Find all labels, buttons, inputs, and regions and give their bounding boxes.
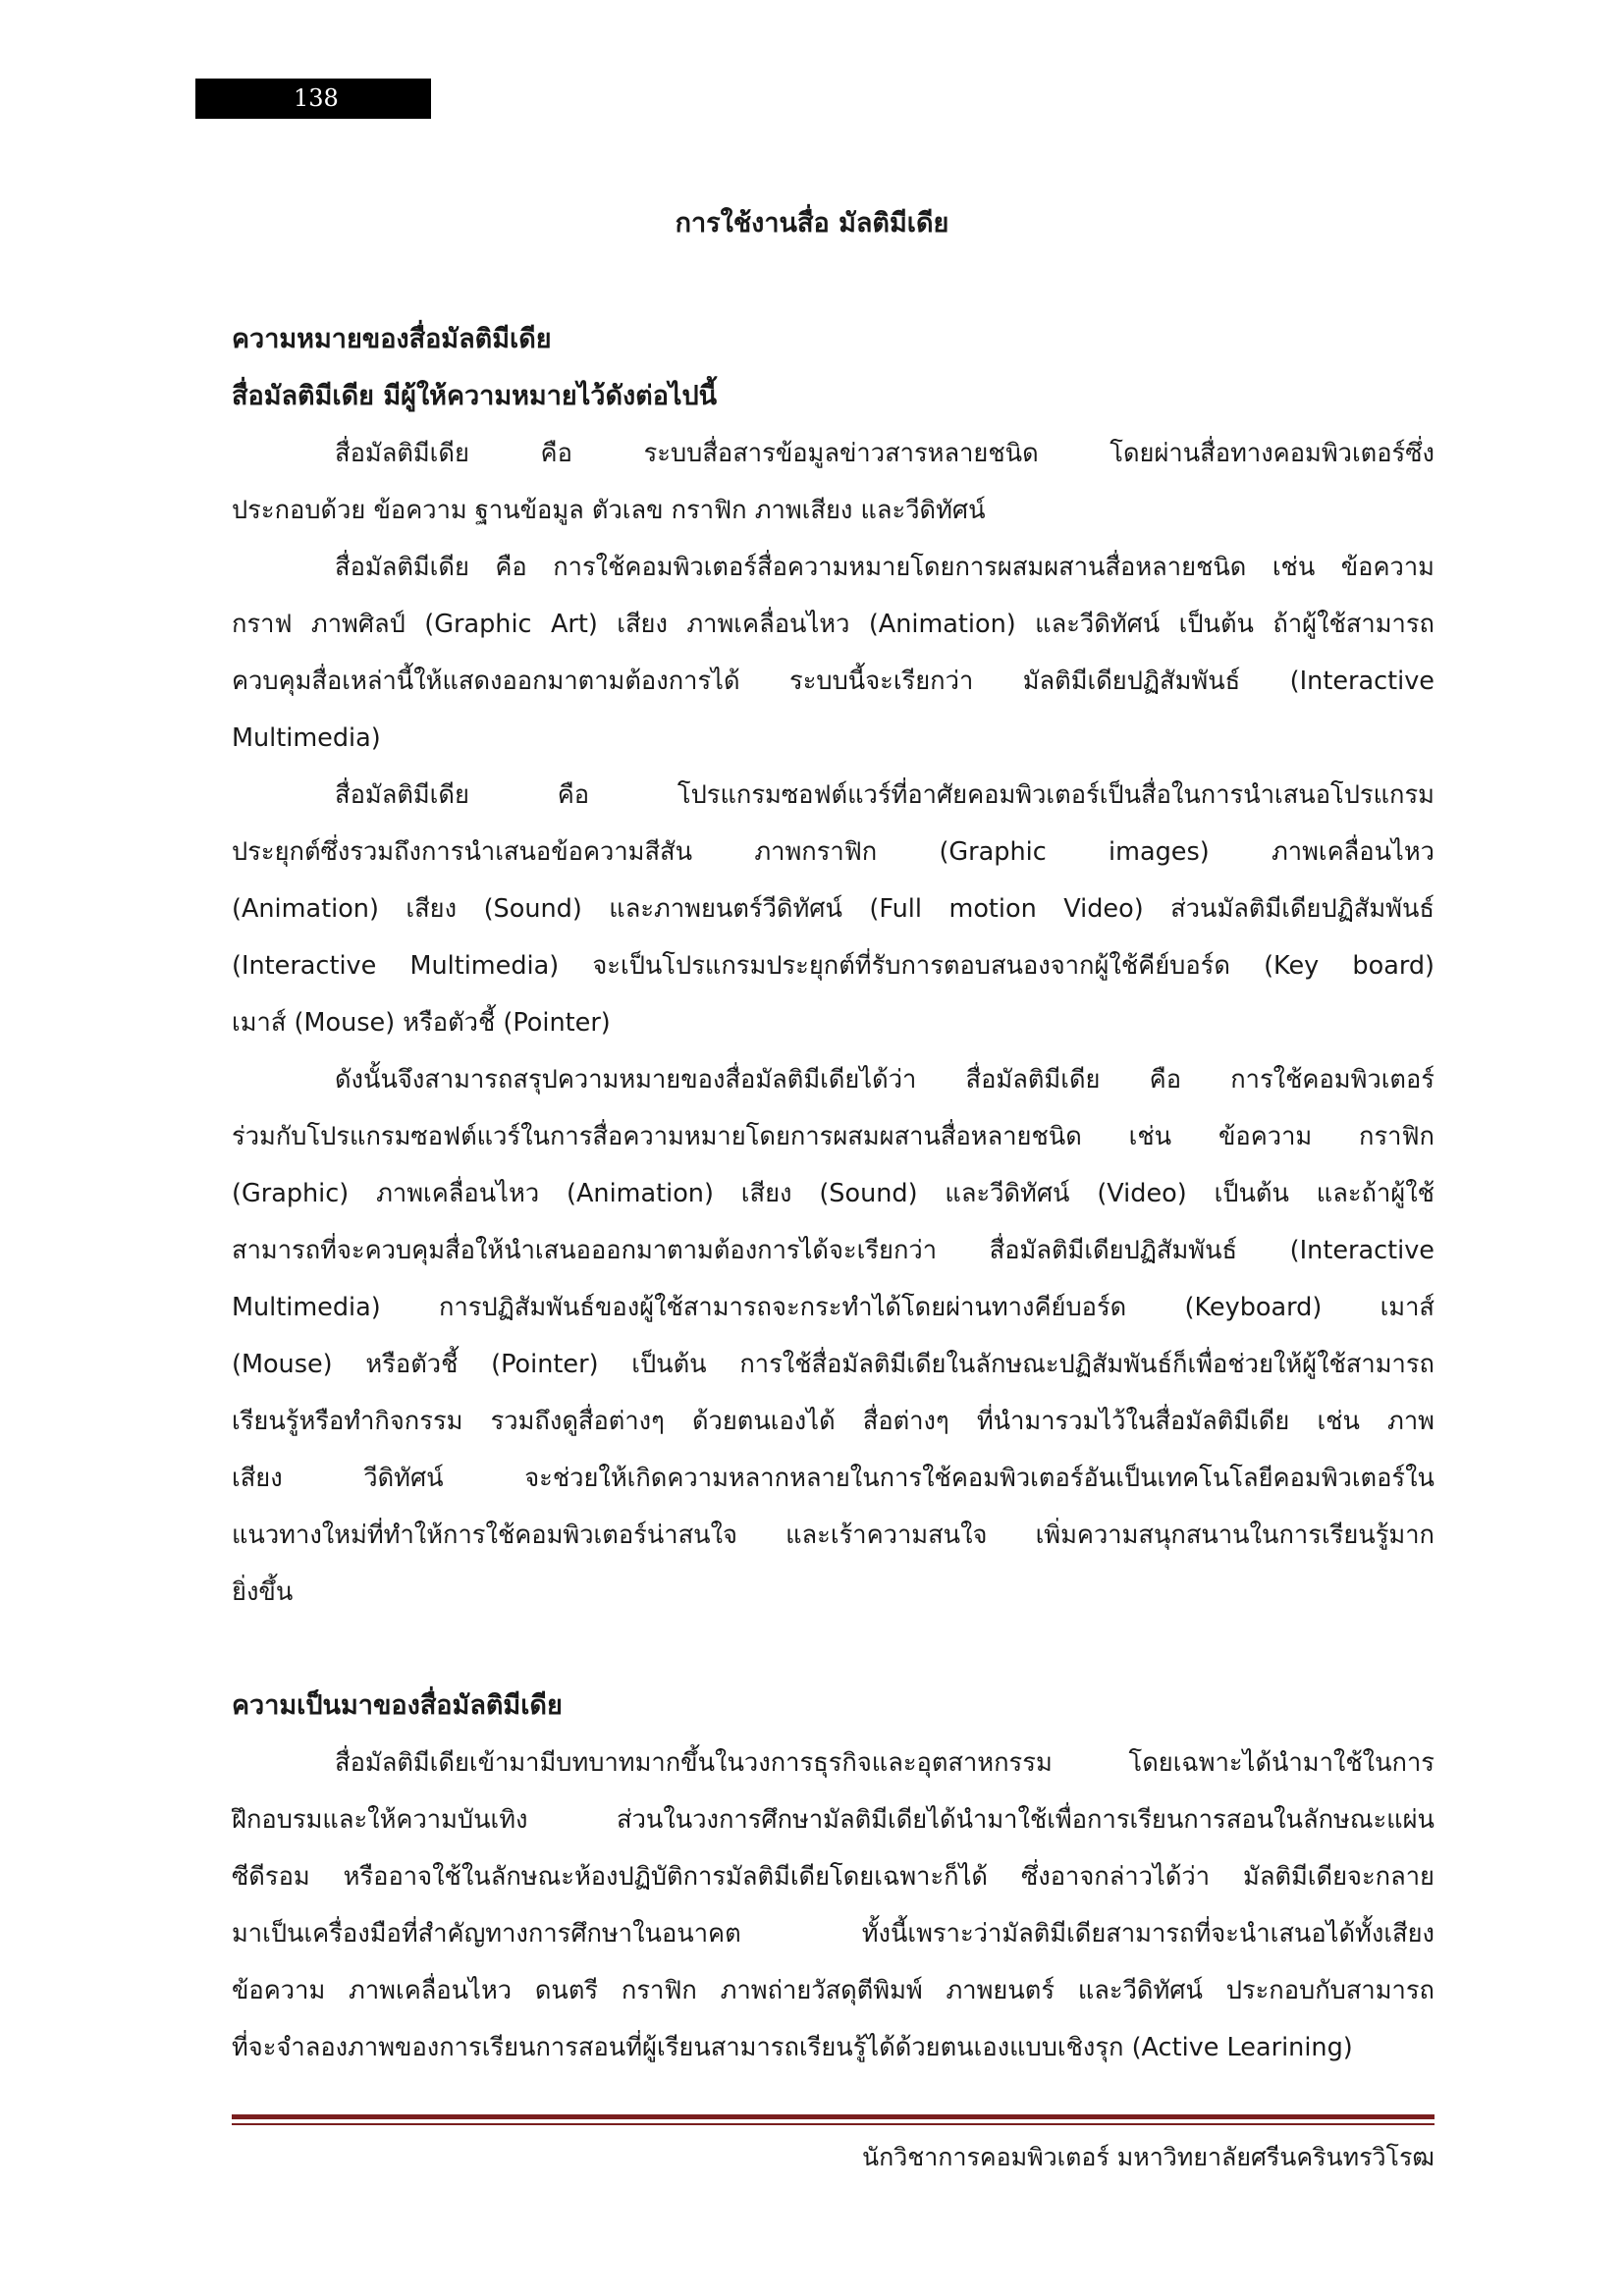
section2-paragraphs [232, 1735, 1435, 2076]
section1-paragraphs [232, 425, 1435, 1621]
paragraph-line: (Animation) เสียง (Sound) และภาพยนตร์วีดิทัศน์ (Full motion Video) ส่วนมัลติมีเดียปฏิสัมพันธ์ [232, 894, 1435, 924]
footer-divider-thick [232, 2114, 1435, 2119]
paragraph-line: ซีดีรอม หรืออาจใช้ในลักษณะห้องปฏิบัติการมัลติมีเดียโดยเฉพาะก็ได้ ซึ่งอาจกล่าวได้ว่า มัลติมีเดียจะกลาย [232, 1862, 1435, 1892]
page-title: การใช้งานสื่อ มัลติมีเดีย [675, 208, 949, 239]
paragraph-line: (Interactive Multimedia) จะเป็นโปรแกรมประยุกต์ที่รับการตอบสนองจากผู้ใช้คีย์บอร์ด (Key board) [232, 951, 1435, 981]
paragraph-line: ฝึกอบรมและให้ความบันเทิง ส่วนในวงการศึกษามัลติมีเดียได้นำมาใช้เพื่อการเรียนการสอนในลักษณะแผ่น [232, 1805, 1435, 1835]
paragraph [232, 1051, 1435, 1621]
paragraph-line: (Graphic) ภาพเคลื่อนไหว (Animation) เสียง (Sound) และวีดิทัศน์ (Video) เป็นต้น และถ้าผู้ใช้ [232, 1179, 1435, 1208]
paragraph-line: สื่อมัลติมีเดีย คือ โปรแกรมซอฟต์แวร์ที่อาศัยคอมพิวเตอร์เป็นสื่อในการนำเสนอโปรแกรม [335, 780, 1435, 810]
section-heading-meaning: ความหมายของสื่อมัลติมีเดีย [232, 324, 552, 354]
paragraph [232, 1735, 1435, 2076]
paragraph-line: ประยุกต์ซึ่งรวมถึงการนำเสนอข้อความสีสัน ภาพกราฟิก (Graphic images) ภาพเคลื่อนไหว [232, 837, 1435, 867]
paragraph [232, 767, 1435, 1051]
section-subheading-definitions: สื่อมัลติมีเดีย มีผู้ให้ความหมายไว้ดังต่อไปนี้ [232, 381, 718, 411]
paragraph-line: เมาส์ (Mouse) หรือตัวชี้ (Pointer) [232, 1008, 611, 1038]
page-number: 138 [195, 79, 431, 119]
paragraph-line: ควบคุมสื่อเหล่านี้ให้แสดงออกมาตามต้องการได้ ระบบนี้จะเรียกว่า มัลติมีเดียปฏิสัมพันธ์ (Interactive [232, 667, 1435, 696]
paragraph [232, 425, 1435, 539]
footer-affiliation: นักวิชาการคอมพิวเตอร์ มหาวิทยาลัยศรีนครินทรวิโรฒ [862, 2143, 1435, 2171]
paragraph-line: มาเป็นเครื่องมือที่สำคัญทางการศึกษาในอนาคต ทั้งนี้เพราะว่ามัลติมีเดียสามารถที่จะนำเสนอได้ทั้งเสียง [232, 1919, 1435, 1949]
paragraph-line: สามารถที่จะควบคุมสื่อให้นำเสนอออกมาตามต้องการได้จะเรียกว่า สื่อมัลติมีเดียปฏิสัมพันธ์ (Interactive [232, 1236, 1435, 1265]
paragraph-line: แนวทางใหม่ที่ทำให้การใช้คอมพิวเตอร์น่าสนใจ และเร้าความสนใจ เพิ่มความสนุกสนานในการเรียนรู้มาก [232, 1521, 1435, 1550]
paragraph-line: Multimedia) การปฏิสัมพันธ์ของผู้ใช้สามารถจะกระทำได้โดยผ่านทางคีย์บอร์ด (Keyboard) เมาส์ [232, 1293, 1435, 1322]
paragraph-line: ดังนั้นจึงสามารถสรุปความหมายของสื่อมัลติมีเดียได้ว่า สื่อมัลติมีเดีย คือ การใช้คอมพิวเตอร์ [335, 1065, 1435, 1095]
paragraph-line: ร่วมกับโปรแกรมซอฟต์แวร์ในการสื่อความหมายโดยการผสมผสานสื่อหลายชนิด เช่น ข้อความ กราฟิก [232, 1122, 1435, 1151]
paragraph-line: สื่อมัลติมีเดียเข้ามามีบทบาทมากขึ้นในวงการธุรกิจและอุตสาหกรรม โดยเฉพาะได้นำมาใช้ในการ [335, 1748, 1435, 1778]
paragraph-line: ยิ่งขึ้น [232, 1577, 294, 1607]
paragraph-line: ข้อความ ภาพเคลื่อนไหว ดนตรี กราฟิก ภาพถ่ายวัสดุตีพิมพ์ ภาพยนตร์ และวีดิทัศน์ ประกอบกับสามารถ [232, 1976, 1435, 2005]
paragraph-line: สื่อมัลติมีเดีย คือ การใช้คอมพิวเตอร์สื่อความหมายโดยการผสมผสานสื่อหลายชนิด เช่น ข้อความ [335, 553, 1435, 582]
paragraph-line: ที่จะจำลองภาพของการเรียนการสอนที่ผู้เรียนสามารถเรียนรู้ได้ด้วยตนเองแบบเชิงรุก (Active Learining) [232, 2033, 1353, 2062]
footer-divider-thin [232, 2123, 1435, 2125]
paragraph-line: (Mouse) หรือตัวชี้ (Pointer) เป็นต้น การใช้สื่อมัลติมีเดียในลักษณะปฏิสัมพันธ์ก็เพื่อช่วยให้ผู้ใช้สามารถ [232, 1350, 1435, 1379]
paragraph-line: ประกอบด้วย ข้อความ ฐานข้อมูล ตัวเลข กราฟิก ภาพเสียง และวีดิทัศน์ [232, 496, 986, 525]
paragraph-line: เรียนรู้หรือทำกิจกรรม รวมถึงดูสื่อต่างๆ ด้วยตนเองได้ สื่อต่างๆ ที่นำมารวมไว้ในสื่อมัลติมีเดีย เช่น ภาพ [232, 1407, 1435, 1436]
paragraph-line: สื่อมัลติมีเดีย คือ ระบบสื่อสารข้อมูลข่าวสารหลายชนิด โดยผ่านสื่อทางคอมพิวเตอร์ซึ่ง [335, 439, 1435, 468]
paragraph-line: กราฟ ภาพศิลป์ (Graphic Art) เสียง ภาพเคลื่อนไหว (Animation) และวีดิทัศน์ เป็นต้น ถ้าผู้ใช้สามารถ [232, 610, 1435, 639]
paragraph-line: เสียง วีดิทัศน์ จะช่วยให้เกิดความหลากหลายในการใช้คอมพิวเตอร์อันเป็นเทคโนโลยีคอมพิวเตอร์ใน [232, 1464, 1435, 1493]
document-body [232, 311, 1435, 2076]
section-spacer [232, 1621, 1435, 1678]
paragraph-line: Multimedia) [232, 723, 381, 753]
paragraph [232, 539, 1435, 767]
section-heading-history: ความเป็นมาของสื่อมัลติมีเดีย [232, 1690, 563, 1721]
